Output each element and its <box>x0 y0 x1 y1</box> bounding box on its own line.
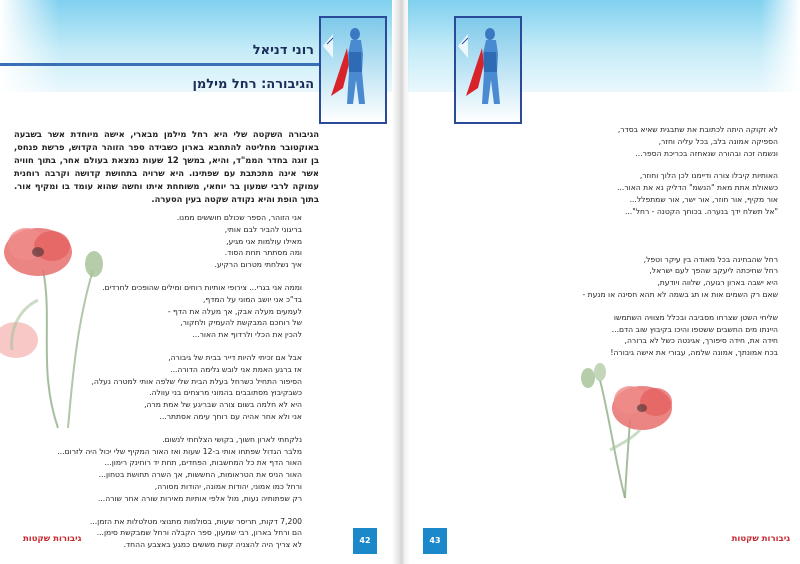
poem-line: אבל אם זכיתי להיות דייר בבית של גיבורה, <box>168 352 302 362</box>
stanza <box>62 352 302 423</box>
right-page <box>400 0 800 564</box>
poem-line: בד"כ אני יושב המוני על המדף, <box>203 294 302 304</box>
poem-line: וממה אני בגרי... צירופי אותיות רוחים ומילים שהופכים לחרדים. <box>102 282 302 292</box>
poem-line: היא ישבה בארון רגועה, שלווה ויודעת, <box>657 278 778 288</box>
poem-line: "אל תשלח ידך בנערה. בכוחך הקטנה - רחל"... <box>624 206 778 216</box>
poem-line: אור מקיף, אור חוזר, אור ישר, אור שמתפלל... <box>629 194 778 204</box>
poem-right <box>528 124 778 370</box>
poem-line: 7,200 דקות, תריסר שעות, בסולמות מתנוצי מטלטלות את הזמן... <box>89 516 302 526</box>
poem-line: איך נשלחתי מטרום הרקיע. <box>214 260 302 270</box>
poem-line: של רוחכם המבקשת להעמיק ולחקור, <box>180 318 302 328</box>
stanza <box>62 516 302 551</box>
poem-line: ורחל כמו אמוני, יהודות אמונה, יהודות מסורה, <box>154 481 302 491</box>
stanza <box>528 124 778 159</box>
footer-label: גיבורות שקטות <box>731 534 790 544</box>
stanza <box>57 434 302 505</box>
page-number: 42 <box>353 528 377 554</box>
poem-line: חידה את, חידה סיפורך, אגינטה כשל לא ברורה, <box>624 336 778 346</box>
poem-line: הסיפור התחיל כשרחל בעלת הבית שלי שלפה אותי למטרה נעלה, <box>91 376 302 386</box>
poem-line: מלבר הגדול שפתחו אותי ב-12 שעות ואז האור המקיף שלי יכול היה לזרום... <box>57 446 302 456</box>
poem-line: רק שפתותיה נעות, מול אלפי אותיות מאירות שורה אחר שורה... <box>97 493 302 503</box>
poem-line: בכח אמונתך, אמונה שלמה, עבורי את אישה גיבורה! <box>610 348 778 358</box>
poem-line: רחל שחיכתה ליעקב שהפך לעם ישראל, <box>649 266 778 276</box>
poem-line: האותיות קיבלו צורה ודיימנו לכן הלוך וחוזר, <box>639 171 778 181</box>
poem-line: לא זקוקה היתה לכתובת את שתבגית שאיא בסדר, <box>617 125 778 134</box>
footer-label: גיבורות שקטות <box>23 534 82 544</box>
poem-line: רחל שהבחינה בכל מאודה בין עיקר וטפל, <box>643 254 778 264</box>
poppy-flower-icon <box>570 350 680 500</box>
poem-line: לא צריך היה להצניה קשת מששים כמגע באצבע ההחד. <box>123 540 302 550</box>
header-divider <box>0 63 320 66</box>
poem-line: שליחי השטן שצרחו מסביבה ובכלל מצוויה השתמשו <box>613 312 778 322</box>
poem-line: לעמעים מעלה אבק, אך מעלה את הדף - <box>167 306 302 316</box>
stanza <box>528 170 778 217</box>
stanza <box>62 212 302 271</box>
hero-thumbnail-icon <box>454 16 522 124</box>
poem-line: להכין את הכלי ולרדוף את האור... <box>192 330 302 340</box>
poem-line: שאם רק השמים אות או תג בשמה לא תהא חסינה או מנעת - <box>582 289 778 299</box>
poem-line: ונשמה זכה ובהורה שנאחזה בכריכת הספר... <box>635 148 778 158</box>
poem-line: כשאולת אתת מאת "הנשמ" הדליק נא את האור... <box>617 183 778 193</box>
hero-thumbnail-icon <box>319 16 387 124</box>
poem-line: ומה מסתתר תחת הסוד. <box>224 248 302 258</box>
poem-line: אז ברגע האמת אני לובש גלימה הדורה... <box>170 364 302 374</box>
page-number: 43 <box>423 528 447 554</box>
poem-line: נלקחתי לארון חשוך, בקושי הצלחתי לנשום. <box>162 434 302 444</box>
poem-line: היינתו מים החשבים ששטפו והיכו בקיבוץ שוב הדם... <box>611 324 778 334</box>
stanza <box>528 254 778 301</box>
poem-line: האור הדף את כל המחשבות, הפחדים, תחת יד רוחינק רימון... <box>104 458 302 468</box>
stanza <box>62 282 302 341</box>
poem-line: מאילו עולמות אני מגיע, <box>226 236 302 246</box>
poem-line: בריגוני להביר לבם אותי, <box>224 224 302 234</box>
poem-line: היא לא חלמה בשום צורה שבריגע של אמת מרה, <box>144 400 302 410</box>
poem-line: הם ורחל בארון, רבי שמעון, ספר הקבלה ורחל שמבקשת סימן... <box>96 528 302 538</box>
poem-left <box>57 212 302 562</box>
poem-line: כשבקיבוץ מסתובבים בהמוני מרצחים בני עוולה. <box>149 388 302 398</box>
poem-line: אני הזוהר, הספר שכולם חוששים ממנו. <box>176 213 302 222</box>
poem-line: אני ולא אחר אהיה עם רוחך עימה אסתתר... <box>159 411 302 421</box>
book-gutter <box>392 0 410 564</box>
intro-paragraph: הגיבורה השקטה שלי היא רחל מילמן מבארי, אישה מיוחדת אשר בשבעה באוקטובר מחליטה להתחבא בארון כשבידה ספר הזוהר הקדוש, פרשת פנחס, בן זוגה בחדר הממ"ד, והיא, במשך 12 שעות נמצאת בעולם אחר, בתוך חוויה אשר אינה מתכתבת עם שפתינו. היא שרויה בתחושת קדושה וקרבה רוחנית עמוקה לרבי שמעון בר יוחאי, משוחחת איתו וחשה שהוא עומד בו ומקיף אור. בתוך הופת והיא נקודה שקטה בעין הסערה. <box>14 129 319 204</box>
poem-line: הספיקה אמונה בלב, בכל עליה וחזר, <box>658 136 778 146</box>
page-title: הגיבורה: רחל מילמן <box>192 77 314 92</box>
poem-line: האור הניס את הטראומות, החששות, אך השרה תחושת בטחון... <box>98 470 302 480</box>
author-name: רוני דניאל <box>252 43 314 58</box>
